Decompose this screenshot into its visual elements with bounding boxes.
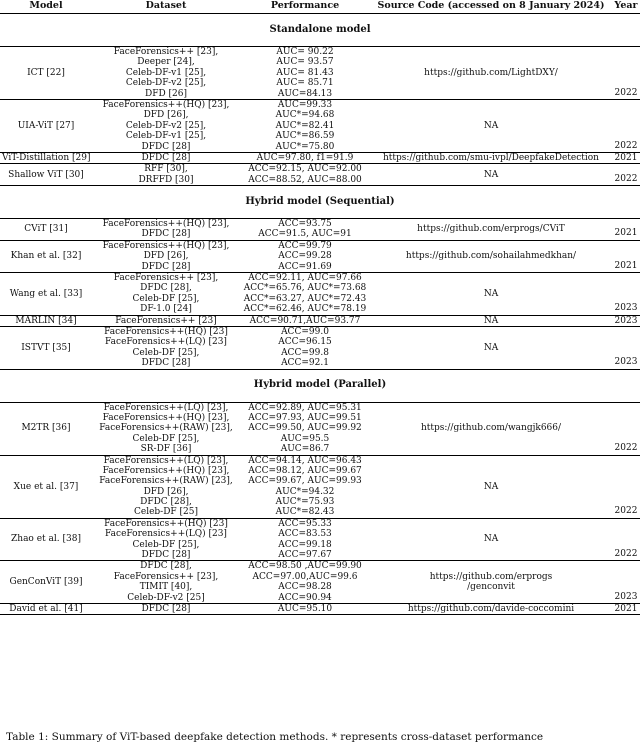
year-cell: 2022 — [612, 47, 640, 100]
dataset-entry: FaceForensics++(HQ) [23], — [102, 99, 230, 110]
year-cell: 2023 — [612, 327, 640, 370]
dataset-entry: DFDC [28], — [140, 283, 192, 294]
dataset-entry: RFF [30], — [144, 164, 188, 175]
source-code-cell: NA — [370, 273, 612, 316]
year-cell: 2021 — [612, 240, 640, 272]
year-cell: 2022 — [612, 518, 640, 561]
dataset-entry: FaceForensics++ [23], — [113, 571, 219, 582]
model-cell: ViT-Distillation [29] — [2, 152, 91, 163]
performance-entry: ACC=94.14, AUC=96.43 — [248, 455, 362, 466]
performance-cell — [240, 273, 370, 316]
dataset-entry: FaceForensics++(RAW) [23], — [99, 476, 233, 487]
dataset-entry: Celeb-DF-v2 [25] — [127, 592, 205, 603]
performance-cell — [240, 327, 370, 370]
dataset-cell — [92, 455, 240, 518]
dataset-entry: DFDC [28] — [141, 550, 191, 561]
source-code-cell: https://github.com/smu-ivpl/DeepfakeDetection — [370, 152, 612, 163]
header-performance: Performance — [240, 0, 370, 14]
dataset-entry: FaceForensics++(HQ) [23], — [102, 219, 230, 230]
dataset-entry: FaceForensics++(RAW) [23], — [99, 423, 233, 434]
dataset-cell — [92, 152, 240, 163]
dataset-entry: FaceForensics++(HQ) [23], — [102, 412, 230, 423]
source-code-cell: NA — [370, 455, 612, 518]
performance-entry: ACC=92.15, AUC=92.00 — [248, 164, 362, 175]
performance-entry: ACC*=63.27, AUC*=72.43 — [243, 293, 367, 304]
dataset-entry: DFDC [28] — [141, 604, 191, 614]
table-row — [0, 604, 640, 615]
dataset-cell — [92, 273, 240, 316]
year-cell: 2022 — [612, 164, 640, 186]
table-row — [0, 273, 640, 316]
header-row — [0, 0, 640, 14]
performance-entry: AUC*=75.93 — [275, 497, 335, 508]
dataset-entry: DFDC [28] — [141, 152, 191, 163]
performance-entry: ACC=90.94 — [278, 592, 332, 603]
dataset-entry: Celeb-DF-v1 [25], — [125, 131, 207, 142]
model-cell: Khan et al. [32] — [0, 240, 92, 272]
performance-entry: ACC*=62.46, AUC*=78.19 — [243, 304, 367, 315]
dataset-entry: Celeb-DF-v2 [25], — [125, 120, 207, 131]
performance-entry: ACC=96.15 — [278, 337, 332, 348]
performance-cell — [240, 561, 370, 604]
model-cell: ICT [22] — [0, 47, 92, 100]
dataset-cell — [92, 47, 240, 100]
table-row — [0, 315, 640, 326]
dataset-entry: FaceForensics++(LQ) [23], — [103, 455, 229, 466]
dataset-entry: DRFFD [30] — [138, 174, 194, 185]
model-cell: GenConViT [39] — [0, 561, 92, 604]
dataset-entry: DFD [26], — [143, 251, 189, 262]
performance-entry: ACC=99.0 — [281, 327, 329, 338]
performance-entry: AUC=97.80, f1=91.9 — [256, 152, 354, 163]
source-code-cell: https://github.com/erprogs/CViT — [370, 219, 612, 241]
table-row — [0, 219, 640, 241]
dataset-entry: FaceForensics++(HQ) [23] — [104, 327, 228, 338]
model-cell: Wang et al. [33] — [0, 273, 92, 316]
year-cell: 2022 — [612, 455, 640, 518]
performance-cell — [240, 315, 370, 326]
dataset-entry: Celeb-DF [25], — [132, 293, 200, 304]
dataset-entry: DFDC [28], — [140, 497, 192, 508]
dataset-cell — [92, 219, 240, 241]
dataset-entry: DFDC [28], — [140, 561, 192, 572]
performance-cell — [240, 164, 370, 186]
year-cell: 2022 — [612, 99, 640, 152]
performance-cell — [240, 240, 370, 272]
performance-cell — [240, 518, 370, 561]
dataset-entry: FaceForensics++(LQ) [23], — [103, 402, 229, 413]
dataset-entry: DFDC [28] — [141, 358, 191, 369]
performance-entry: AUC*=75.80 — [275, 141, 335, 152]
table-row — [0, 164, 640, 186]
table-row — [0, 152, 640, 163]
performance-entry: AUC=95.10 — [277, 604, 333, 614]
year-cell: 2022 — [612, 402, 640, 455]
performance-entry: ACC=99.79 — [278, 240, 332, 251]
section-title: Hybrid model (Parallel) — [0, 369, 640, 402]
header-model: Model — [0, 0, 92, 14]
model-cell: Xue et al. [37] — [0, 455, 92, 518]
dataset-entry: DF-1.0 [24] — [140, 304, 192, 315]
model-cell: David et al. [41] — [0, 604, 92, 615]
performance-entry: ACC=99.8 — [281, 347, 329, 358]
dataset-entry: FaceForensics++ [23], — [113, 47, 219, 57]
performance-entry: AUC= 93.57 — [276, 57, 334, 68]
source-code-cell: https://github.com/LightDXY/ — [370, 47, 612, 100]
performance-cell — [240, 47, 370, 100]
performance-entry: ACC=97.93, AUC=99.51 — [248, 412, 362, 423]
model-cell: ISTVT [35] — [0, 327, 92, 370]
dataset-entry: DFDC [28] — [141, 261, 191, 272]
performance-entry: ACC=92.11, AUC=97.66 — [248, 273, 362, 284]
dataset-entry: Celeb-DF [25] — [133, 507, 198, 518]
dataset-entry: DFD [26] — [144, 88, 187, 99]
table-row — [0, 518, 640, 561]
table-row — [0, 99, 640, 152]
performance-entry: ACC=99.18 — [278, 539, 332, 550]
performance-entry: ACC=97.00,AUC=99.6 — [252, 571, 358, 582]
year-cell: 2021 — [612, 604, 640, 615]
dataset-entry: DFDC [28] — [141, 229, 191, 240]
year-cell: 2023 — [612, 273, 640, 316]
source-code-cell: https://github.com/erprogs /genconvit — [370, 561, 612, 604]
header-source-code: Source Code (accessed on 8 January 2024) — [370, 0, 612, 14]
performance-entry: AUC= 81.43 — [276, 67, 334, 78]
performance-entry: AUC= 90.22 — [276, 47, 334, 57]
dataset-entry: FaceForensics++(HQ) [23], — [102, 465, 230, 476]
performance-entry: AUC*=94.32 — [275, 486, 335, 497]
header-year: Year — [612, 0, 640, 14]
performance-entry: AUC*=82.41 — [275, 120, 335, 131]
model-cell: MARLIN [34] — [0, 315, 92, 326]
performance-entry: AUC=95.5 — [280, 433, 330, 444]
table-row — [0, 561, 640, 604]
performance-cell — [240, 219, 370, 241]
dataset-entry: Celeb-DF [25], — [132, 347, 200, 358]
source-code-cell: https://github.com/davide-coccomini — [370, 604, 612, 615]
performance-entry: AUC*=94.68 — [275, 110, 335, 121]
performance-cell — [240, 604, 370, 615]
performance-entry: ACC=97.67 — [278, 550, 332, 561]
dataset-cell — [92, 164, 240, 186]
model-cell: Zhao et al. [38] — [0, 518, 92, 561]
header-dataset: Dataset — [92, 0, 240, 14]
year-cell: 2023 — [612, 561, 640, 604]
dataset-cell — [92, 561, 240, 604]
source-code-cell: NA — [370, 164, 612, 186]
dataset-entry: Celeb-DF [25], — [132, 539, 200, 550]
source-code-cell: https://github.com/wangjk666/ — [370, 402, 612, 455]
performance-entry: ACC=88.52, AUC=88.00 — [248, 174, 362, 185]
performance-entry: ACC=90.71,AUC=93.77 — [249, 315, 361, 326]
dataset-entry: DFDC [28] — [141, 141, 191, 152]
performance-cell — [240, 402, 370, 455]
performance-entry: ACC=98.28 — [278, 582, 332, 593]
source-code-cell: https://github.com/sohailahmedkhan/ — [370, 240, 612, 272]
performance-cell — [240, 99, 370, 152]
dataset-entry: FaceForensics++(HQ) [23] — [104, 518, 228, 529]
year-cell: 2021 — [612, 219, 640, 241]
dataset-cell — [92, 327, 240, 370]
dataset-cell — [92, 99, 240, 152]
dataset-entry: FaceForensics++(HQ) [23], — [102, 240, 230, 251]
model-cell: CViT [31] — [0, 219, 92, 241]
dataset-cell — [92, 604, 240, 615]
table-caption: Table 1: Summary of ViT-based deepfake detection methods. * represents cross-dataset performance — [6, 731, 544, 743]
dataset-entry: Deeper [24], — [137, 57, 195, 68]
dataset-entry: Celeb-DF-v1 [25], — [125, 67, 207, 78]
performance-entry: ACC=92.89, AUC=95.31 — [248, 402, 362, 413]
performance-entry: AUC=86.7 — [280, 444, 330, 455]
section-header — [0, 14, 640, 47]
performance-entry: ACC*=65.76, AUC*=73.68 — [243, 283, 367, 294]
performance-entry: AUC= 85.71 — [276, 78, 334, 89]
dataset-entry: DFD [26], — [143, 486, 189, 497]
year-cell: 2021 — [612, 152, 640, 163]
section-title: Hybrid model (Sequential) — [0, 186, 640, 219]
performance-entry: ACC=98.12, AUC=99.67 — [248, 465, 362, 476]
performance-entry: ACC=91.5, AUC=91 — [258, 229, 352, 240]
dataset-cell — [92, 240, 240, 272]
source-code-cell: NA — [370, 518, 612, 561]
performance-entry: ACC=98.50 ,AUC=99.90 — [248, 561, 362, 572]
model-cell: UIA-ViT [27] — [0, 99, 92, 152]
dataset-cell — [92, 315, 240, 326]
performance-cell — [240, 455, 370, 518]
performance-entry: ACC=95.33 — [278, 518, 332, 529]
table-row — [0, 455, 640, 518]
table-row — [0, 327, 640, 370]
performance-entry: AUC=84.13 — [277, 88, 333, 99]
performance-cell — [240, 152, 370, 163]
performance-entry: ACC=83.53 — [278, 529, 332, 540]
performance-entry: ACC=92.1 — [281, 358, 329, 369]
model-cell: M2TR [36] — [0, 402, 92, 455]
source-code-cell: NA — [370, 99, 612, 152]
dataset-cell — [92, 402, 240, 455]
performance-entry: ACC=91.69 — [278, 261, 332, 272]
performance-entry: AUC=99.33 — [277, 99, 333, 110]
dataset-entry: FaceForensics++(LQ) [23] — [105, 337, 227, 348]
source-code-cell: NA — [370, 315, 612, 326]
model-cell: Shallow ViT [30] — [0, 164, 92, 186]
performance-entry: AUC*=82.43 — [275, 507, 335, 518]
performance-entry: ACC=99.67, AUC=99.93 — [248, 476, 362, 487]
dataset-entry: TIMIT [40], — [139, 582, 193, 593]
section-header — [0, 369, 640, 402]
table-row — [0, 47, 640, 100]
dataset-entry: FaceForensics++ [23] — [115, 315, 217, 326]
dataset-entry: DFD [26], — [143, 110, 189, 121]
table-row — [0, 240, 640, 272]
section-title: Standalone model — [0, 14, 640, 47]
performance-entry: ACC=99.50, AUC=99.92 — [248, 423, 362, 434]
dataset-cell — [92, 518, 240, 561]
dataset-entry: Celeb-DF [25], — [132, 433, 200, 444]
section-header — [0, 186, 640, 219]
performance-entry: AUC*=86.59 — [275, 131, 335, 142]
dataset-entry: FaceForensics++ [23], — [113, 273, 219, 284]
dataset-entry: Celeb-DF-v2 [25], — [125, 78, 207, 89]
performance-entry: ACC=93.75 — [278, 219, 332, 230]
source-code-cell: NA — [370, 327, 612, 370]
performance-entry: ACC=99.28 — [278, 251, 332, 262]
dataset-entry: SR-DF [36] — [140, 444, 192, 455]
dataset-entry: FaceForensics++(LQ) [23] — [105, 529, 227, 540]
table-row — [0, 402, 640, 455]
year-cell: 2023 — [612, 315, 640, 326]
